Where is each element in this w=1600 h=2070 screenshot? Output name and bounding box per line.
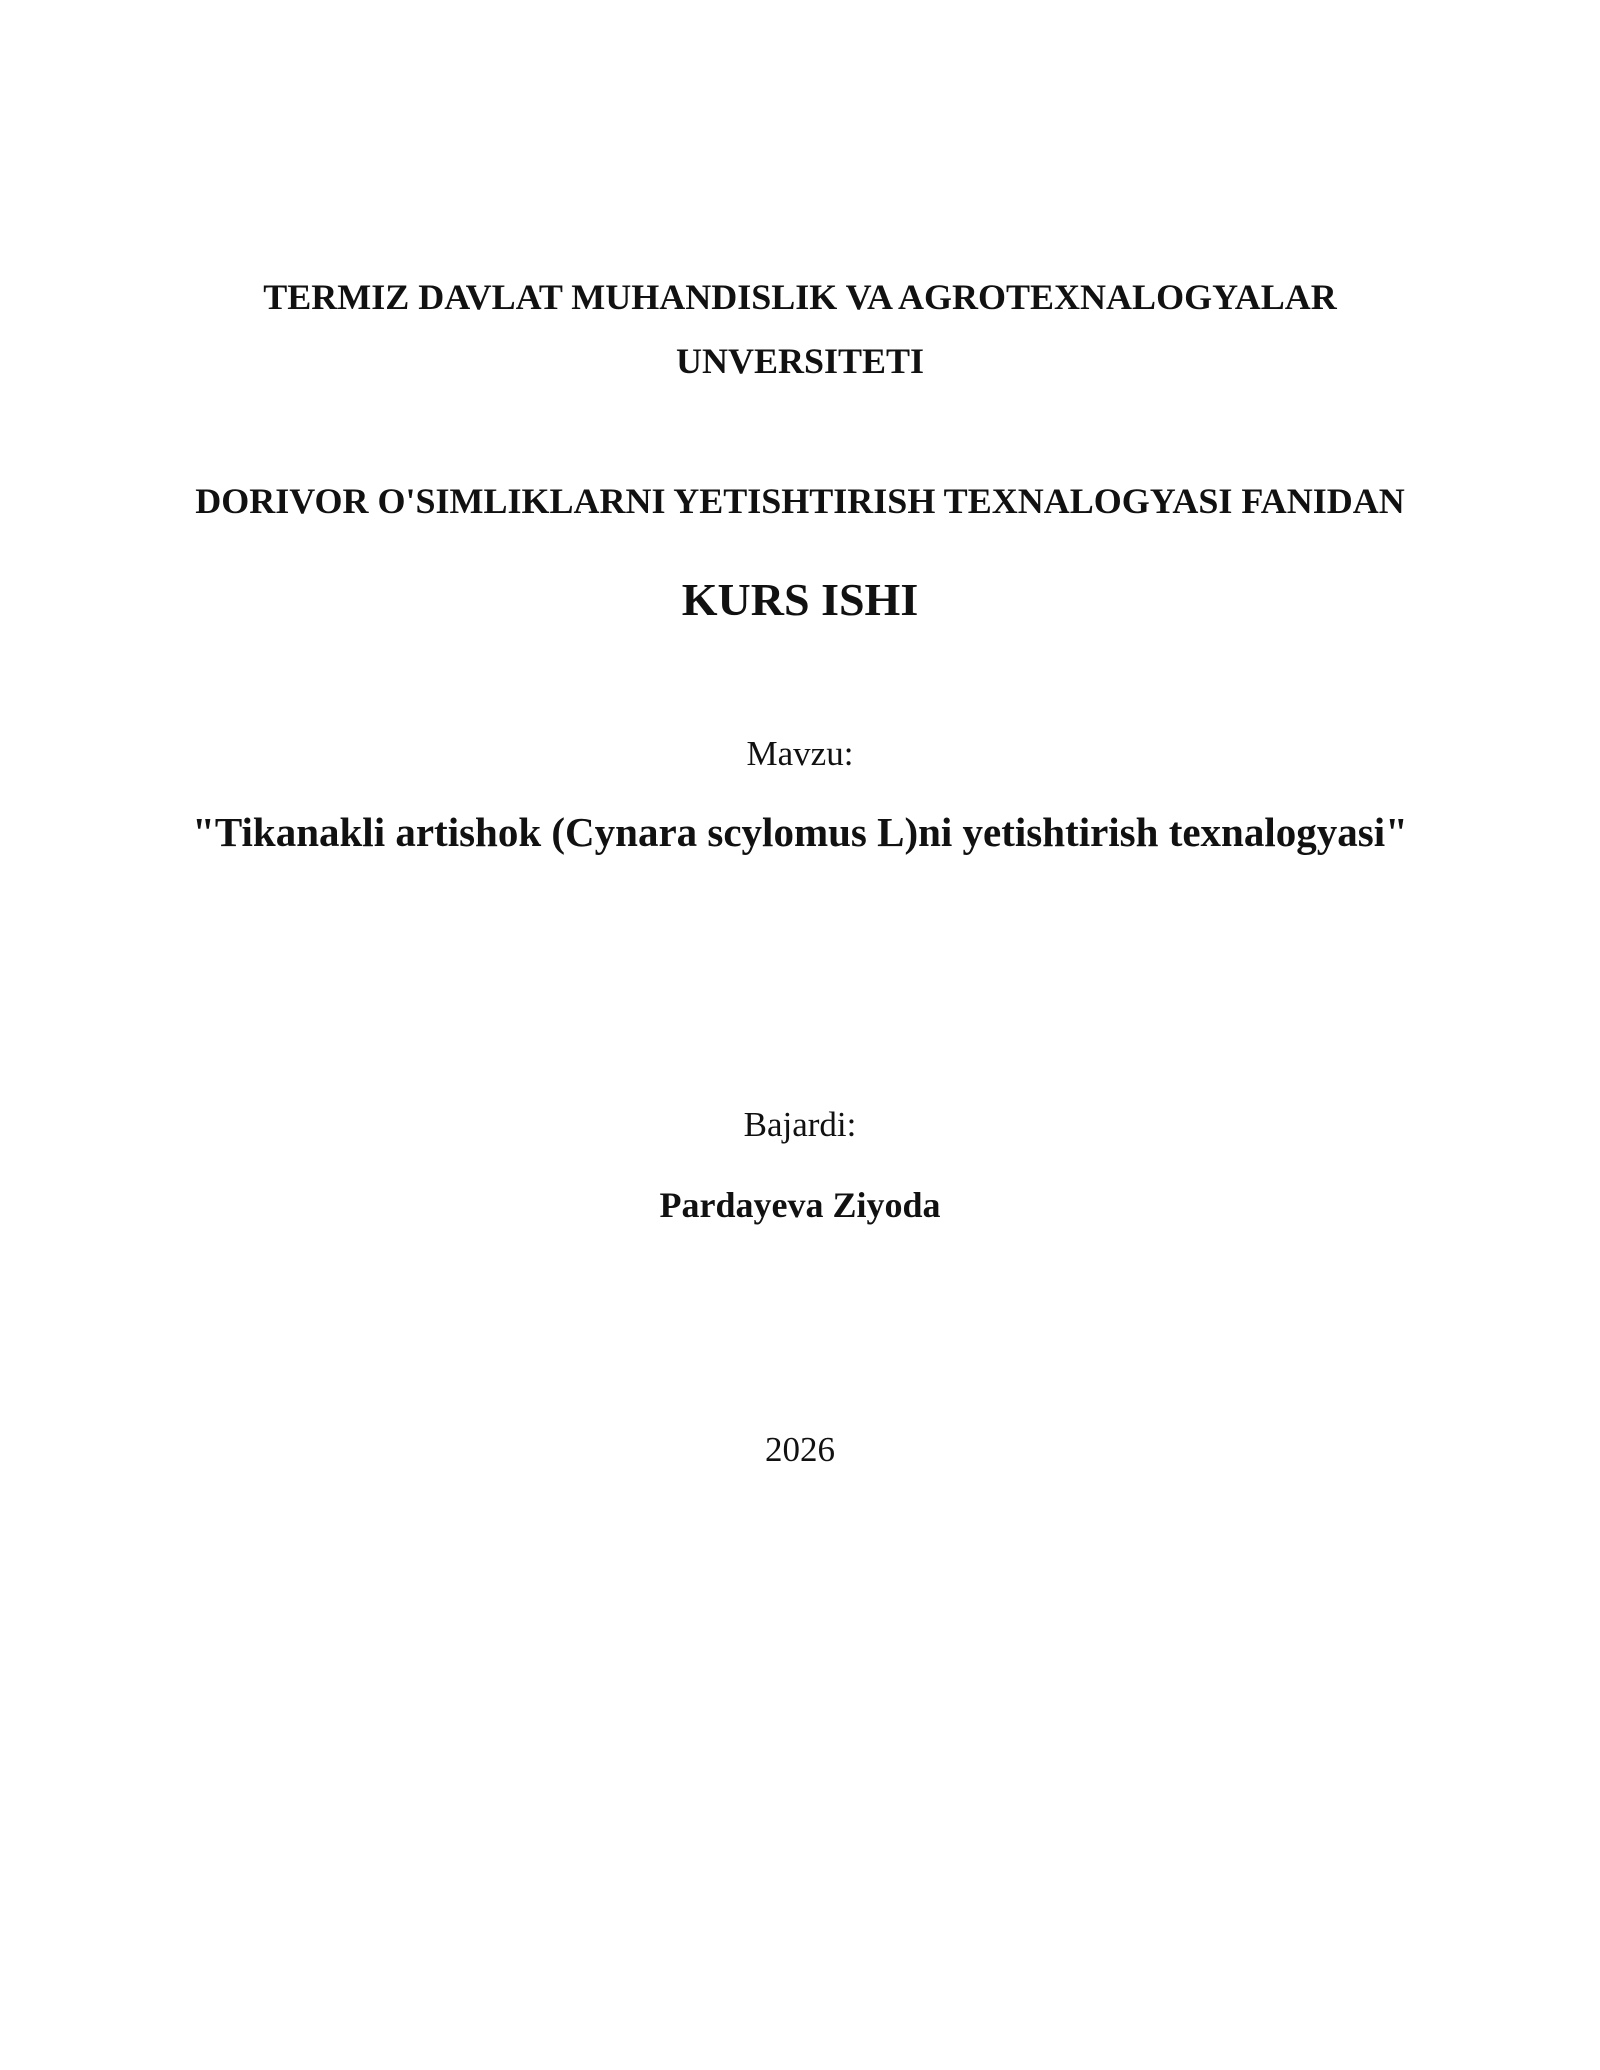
author-name: Pardayeva Ziyoda	[659, 1185, 941, 1225]
subject-heading: DORIVOR O'SIMLIKLARNI YETISHTIRISH TEXNALOGYASI FANIDAN	[195, 481, 1405, 521]
topic-title: "Tikanakli artishok (Cynara scylomus L)ni yetishtirish texnalogyasi"	[192, 809, 1408, 855]
author-label: Bajardi:	[743, 1105, 857, 1144]
work-type-title: KURS ISHI	[681, 574, 919, 625]
university-name-line-1: TERMIZ DAVLAT MUHANDISLIK VA AGROTEXNALOGYALAR	[263, 277, 1337, 317]
university-name-line-2: UNVERSITETI	[675, 341, 925, 381]
year: 2026	[765, 1430, 835, 1469]
topic-label: Mavzu:	[746, 734, 854, 773]
